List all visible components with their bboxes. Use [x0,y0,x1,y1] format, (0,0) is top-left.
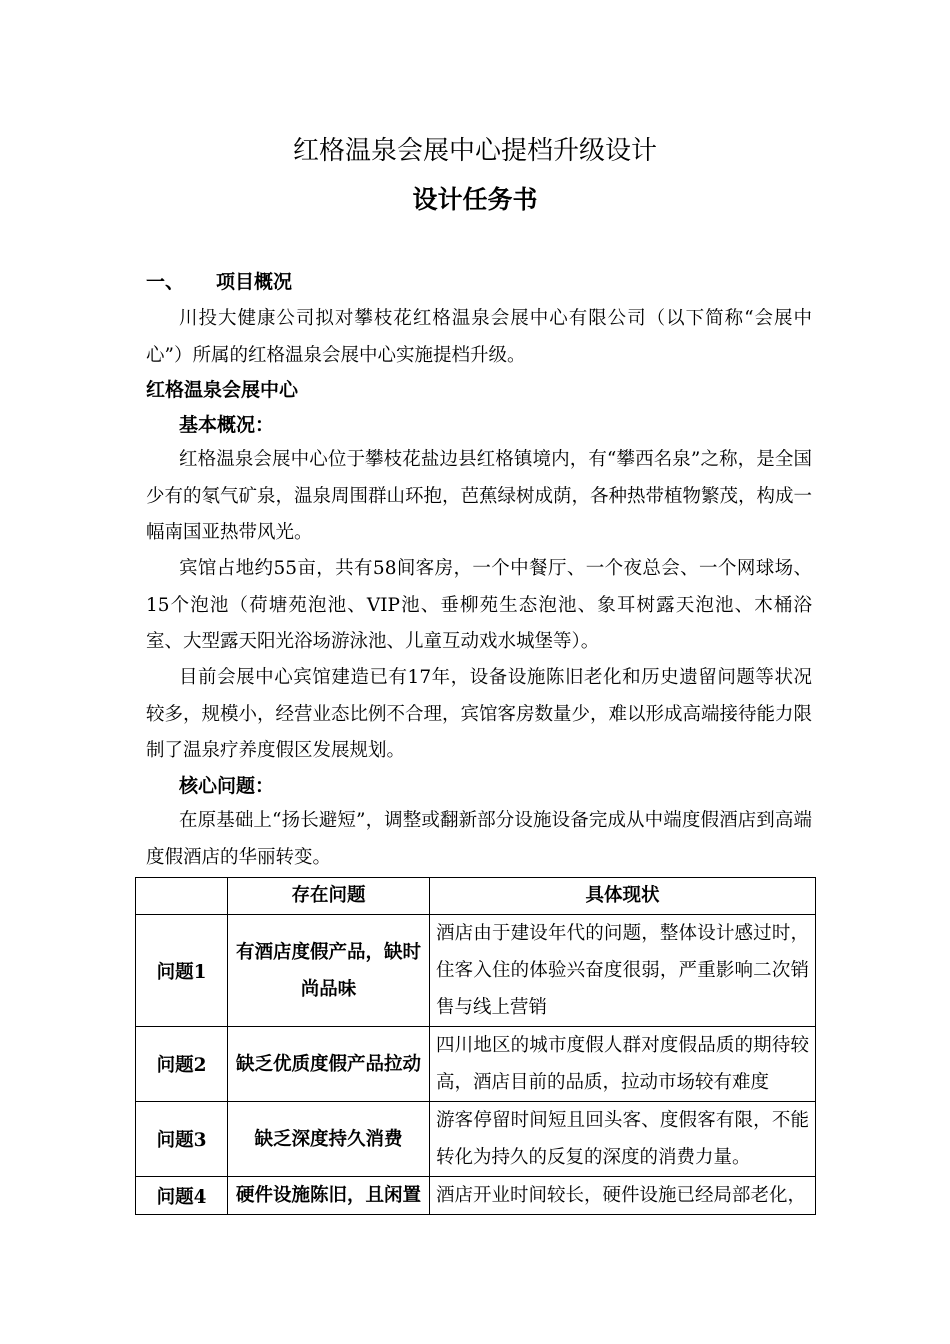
heading-center: 红格温泉会展中心 [146,379,299,401]
detail-cell: 游客停留时间短且回头客、度假客有限，不能转化为持久的反复的深度的消费力量。 [430,1102,816,1177]
section-heading [146,266,292,298]
issue-cell: 硬件设施陈旧，且闲置 [228,1177,430,1215]
document-title: 红格温泉会展中心提档升级设计 [292,136,657,166]
heading-core: 核心问题： [179,775,275,797]
issue-id-cell: 问题1 [136,915,228,1027]
table-row [136,1177,816,1215]
heading-basic: 基本概况： [179,414,275,436]
table-row [136,1102,816,1177]
basic-paragraph-3: 目前会展中心宾馆建造已有17年，设备设施陈旧老化和历史遗留问题等状况较多，规模小，经营业态比例不合理，宾馆客房数量少，难以形成高端接待能力限制了温泉疗养度假区发展规划。 [146,667,813,761]
issues-table [135,877,816,1215]
issue-id-cell: 问题4 [136,1177,228,1215]
detail-cell: 酒店开业时间较长，硬件设施已经局部老化， [430,1177,816,1215]
basic-paragraph-1: 红格温泉会展中心位于攀枝花盐边县红格镇境内，有“攀西名泉”之称，是全国少有的氡气矿泉，温泉周围群山环抱，芭蕉绿树成荫，各种热带植物繁茂，构成一幅南国亚热带风光。 [146,449,813,543]
table-row [136,1027,816,1102]
issue-id-cell: 问题2 [136,1027,228,1102]
core-paragraph: 在原基础上“扬长避短”，调整或翻新部分设施设备完成从中端度假酒店到高端度假酒店的华丽转变。 [146,810,812,868]
table-header-cell: 存在问题 [228,878,430,915]
section-title: 项目概况 [216,271,293,293]
table-header-cell: 具体现状 [430,878,816,915]
section-number: 一、 [146,271,185,293]
table-header-cell [136,878,228,915]
issue-id-cell: 问题3 [136,1102,228,1177]
issue-cell: 有酒店度假产品，缺时尚品味 [228,915,430,1027]
detail-cell: 酒店由于建设年代的问题，整体设计感过时，住客入住的体验兴奋度很弱，严重影响二次销售与线上营销 [430,915,816,1027]
table-header-row [136,878,816,915]
table-row [136,915,816,1027]
issue-cell: 缺乏深度持久消费 [228,1102,430,1177]
issue-cell: 缺乏优质度假产品拉动 [228,1027,430,1102]
document-subtitle: 设计任务书 [412,185,538,214]
basic-paragraph-2: 宾馆占地约55亩，共有58间客房，一个中餐厅、一个夜总会、一个网球场、15个泡池（荷塘苑泡池、VIP池、垂柳苑生态泡池、象耳树露天泡池、木桶浴室、大型露天阳光浴场游泳池、儿童互动戏水城堡等）。 [146,558,812,652]
intro-paragraph: 川投大健康公司拟对攀枝花红格温泉会展中心有限公司（以下简称“会展中心”）所属的红格温泉会展中心实施提档升级。 [146,308,812,366]
detail-cell: 四川地区的城市度假人群对度假品质的期待较高，酒店目前的品质，拉动市场较有难度 [430,1027,816,1102]
